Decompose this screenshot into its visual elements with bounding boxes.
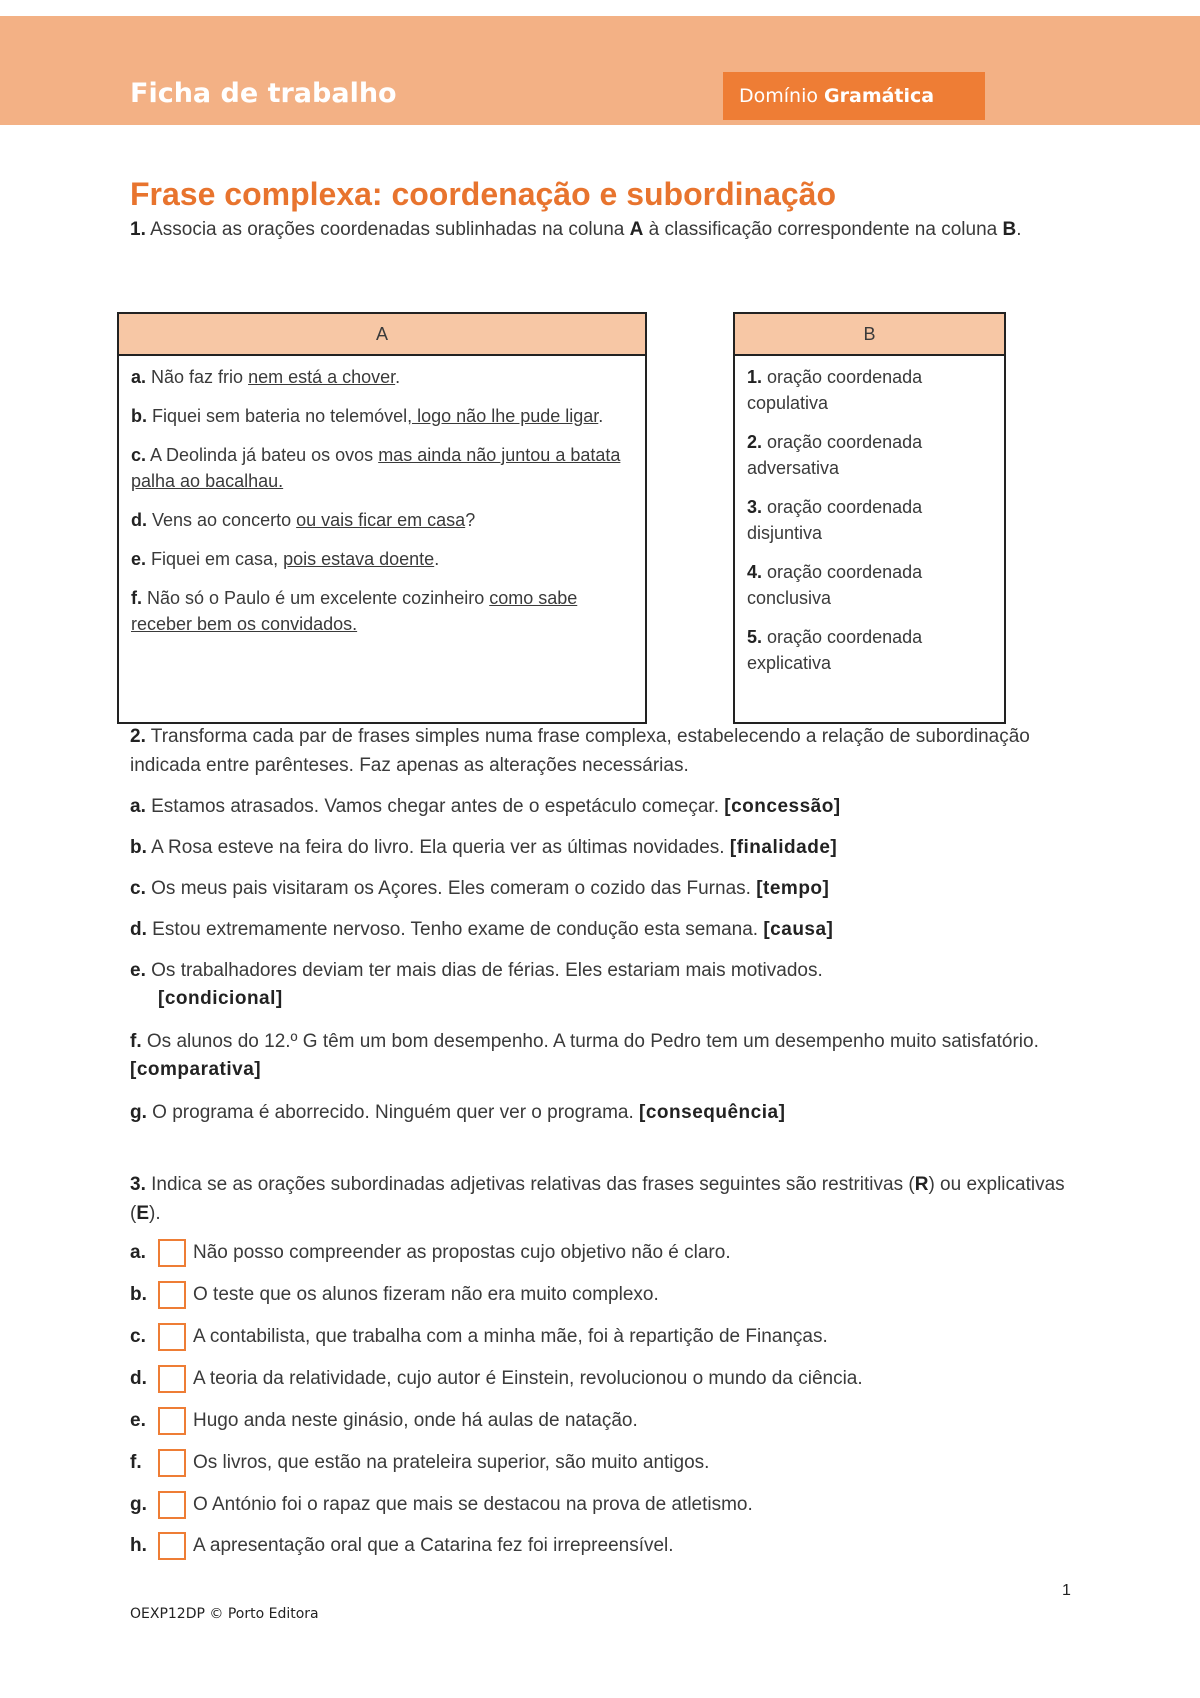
- q3-item-text: A apresentação oral que a Catarina fez foi irrepreensível.: [193, 1535, 674, 1556]
- column-b-item: 5. oração coordenada explicativa: [747, 627, 923, 673]
- q3-item-text: Hugo anda neste ginásio, onde há aulas de natação.: [193, 1410, 638, 1431]
- answer-checkbox[interactable]: [158, 1281, 186, 1309]
- answer-checkbox[interactable]: [158, 1532, 186, 1560]
- q3-item-text: A contabilista, que trabalha com a minha mãe, foi à repartição de Finanças.: [193, 1326, 828, 1347]
- q2-item: f. Os alunos do 12.º G têm um bom desempenho. A turma do Pedro tem um desempenho muito satisfatório. [comparativa]: [130, 1031, 1039, 1080]
- q2-item: b. A Rosa esteve na feira do livro. Ela queria ver as últimas novidades. [finalidade]: [130, 837, 838, 858]
- column-b-cell: [734, 355, 1005, 723]
- q3-item-letter: f.: [130, 1452, 142, 1473]
- q2-item: d. Estou extremamente nervoso. Tenho exame de condução esta semana. [causa]: [130, 919, 834, 940]
- column-a-item: d. Vens ao concerto ou vais ficar em casa?: [131, 510, 476, 530]
- q2-item: a. Estamos atrasados. Vamos chegar antes de o espetáculo começar. [concessão]: [130, 796, 841, 817]
- column-a-item: c. A Deolinda já bateu os ovos mas ainda não juntou a batata palha ao bacalhau.: [131, 445, 621, 491]
- worksheet-title: Ficha de trabalho: [130, 78, 397, 109]
- column-b-item: 4. oração coordenada conclusiva: [747, 562, 923, 608]
- column-a-cell: [118, 355, 646, 723]
- column-a-item: a. Não faz frio nem está a chover.: [131, 367, 401, 387]
- q2-item: e. Os trabalhadores deviam ter mais dias de férias. Eles estariam mais motivados. [condicional]: [130, 960, 823, 1009]
- page-number: 1: [1062, 1582, 1071, 1599]
- q2-item: g. O programa é aborrecido. Ninguém quer ver o programa. [consequência]: [130, 1102, 786, 1123]
- q3-item-text: O teste que os alunos fizeram não era muito complexo.: [193, 1284, 659, 1305]
- q3-item-letter: b.: [130, 1284, 147, 1305]
- column-a-table: [117, 312, 647, 724]
- q3-item-letter: d.: [130, 1368, 147, 1389]
- q3-item-letter: g.: [130, 1494, 147, 1515]
- question-2-prompt: 2. Transforma cada par de frases simples numa frase complexa, estabelecendo a relação de subordinação indicada entre parênteses. Faz apenas as alterações necessárias.: [130, 726, 1030, 776]
- question-3-prompt: 3. Indica se as orações subordinadas adjetivas relativas das frases seguintes são restritivas (R) ou explicativas (E).: [130, 1174, 1065, 1224]
- answer-checkbox[interactable]: [158, 1491, 186, 1519]
- page-title: Frase complexa: coordenação e subordinação: [130, 176, 837, 212]
- answer-checkbox[interactable]: [158, 1365, 186, 1393]
- column-b-item: 1. oração coordenada copulativa: [747, 367, 923, 413]
- q3-item-text: O António foi o rapaz que mais se destacou na prova de atletismo.: [193, 1494, 753, 1515]
- column-a-item: e. Fiquei em casa, pois estava doente.: [131, 549, 440, 569]
- answer-checkbox[interactable]: [158, 1323, 186, 1351]
- footer-copyright: OEXP12DP © Porto Editora: [130, 1606, 319, 1622]
- column-a-header: A: [118, 313, 646, 355]
- domain-badge: [723, 72, 985, 120]
- domain-prefix: Domínio: [739, 85, 825, 107]
- q3-item-letter: h.: [130, 1535, 147, 1556]
- column-b-item: 3. oração coordenada disjuntiva: [747, 497, 923, 543]
- q3-item-letter: e.: [130, 1410, 146, 1431]
- q2-item: c. Os meus pais visitaram os Açores. Eles comeram o cozido das Furnas. [tempo]: [130, 878, 830, 899]
- q3-item-letter: c.: [130, 1326, 146, 1347]
- q3-item-letter: a.: [130, 1242, 146, 1263]
- q3-item-text: A teoria da relatividade, cujo autor é Einstein, revolucionou o mundo da ciência.: [193, 1368, 863, 1389]
- answer-checkbox[interactable]: [158, 1239, 186, 1267]
- question-1-prompt: 1. Associa as orações coordenadas sublinhadas na coluna A à classificação correspondente na coluna B.: [130, 219, 1022, 240]
- column-b-table: [733, 312, 1006, 724]
- q3-item-text: Não posso compreender as propostas cujo objetivo não é claro.: [193, 1242, 731, 1263]
- column-b-item: 2. oração coordenada adversativa: [747, 432, 923, 478]
- column-a-item: b. Fiquei sem bateria no telemóvel, logo não lhe pude ligar.: [131, 406, 604, 426]
- answer-checkbox[interactable]: [158, 1449, 186, 1477]
- q3-item-text: Os livros, que estão na prateleira superior, são muito antigos.: [193, 1452, 710, 1473]
- column-b-header: B: [734, 313, 1005, 355]
- column-a-item: f. Não só o Paulo é um excelente cozinheiro como sabe receber bem os convidados.: [131, 588, 578, 634]
- domain-name: Gramática: [824, 85, 935, 107]
- answer-checkbox[interactable]: [158, 1407, 186, 1435]
